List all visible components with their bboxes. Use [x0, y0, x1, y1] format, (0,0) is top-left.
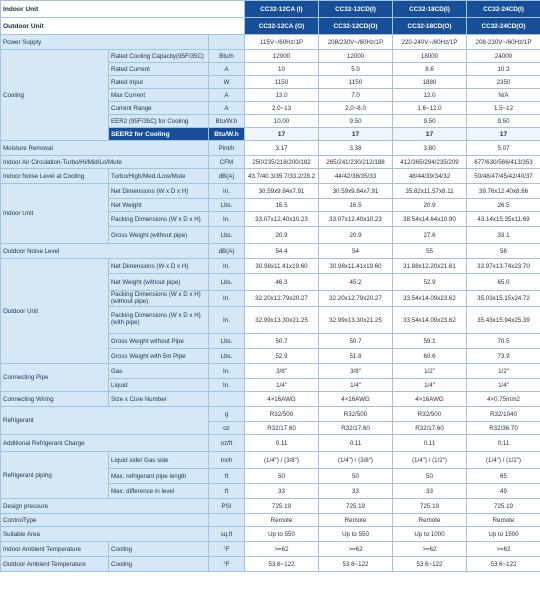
- row-value: 17: [319, 128, 393, 141]
- row-value: 54.4: [245, 244, 319, 259]
- row-value: 10.3: [467, 63, 540, 76]
- row-value: 2.0~13: [245, 102, 319, 115]
- row-unit: A: [209, 63, 245, 76]
- row-unit: Inch: [209, 452, 245, 469]
- row-value: 0.11: [467, 435, 540, 452]
- row-item: Packing Dimensions (W x D x H) (without pipe): [109, 291, 209, 307]
- spec-row: [1, 514, 540, 527]
- row-category: Outdoor Noise Level: [1, 244, 209, 259]
- outdoor-model-cell: CC32-12CD(O): [319, 18, 393, 35]
- row-value: 33.54x14.09x23.62: [393, 291, 467, 307]
- indoor-unit-label: Indoor Unit: [1, 1, 245, 18]
- row-value: 33.97x13.74x23.70: [467, 259, 540, 274]
- row-value: 17: [393, 128, 467, 141]
- row-value: 208-230V~/60Hz/1P: [467, 35, 540, 50]
- row-value: 39.76x12.40x8.66: [467, 184, 540, 199]
- indoor-unit-header-row: [1, 1, 540, 18]
- row-item: Max Current: [109, 89, 209, 102]
- row-item: Cooling: [109, 557, 209, 572]
- row-value: 51.8: [319, 349, 393, 364]
- row-value: 265/241/230/212/188: [319, 156, 393, 169]
- row-item: EER2 (95F/35C) for Cooling: [109, 115, 209, 128]
- row-unit: Pint/h: [209, 141, 245, 156]
- row-value: Up to 550: [245, 527, 319, 542]
- spec-row: [1, 542, 540, 557]
- row-value: 50: [319, 469, 393, 484]
- row-value: 50/48/47/45/42/40/37: [467, 169, 540, 184]
- row-value: 3/8": [319, 364, 393, 379]
- indoor-model-cell: CC32-12CD(I): [319, 1, 393, 18]
- row-item: Packing Dimensions (W x D x H): [109, 212, 209, 227]
- row-unit: °F: [209, 542, 245, 557]
- row-item: Size x Core Number: [109, 392, 209, 407]
- row-value: 52.9: [245, 349, 319, 364]
- row-value: N/A: [467, 89, 540, 102]
- row-unit: PSI: [209, 499, 245, 514]
- outdoor-unit-label: Outdoor Unit: [1, 18, 245, 35]
- row-unit: Btu/h: [209, 50, 245, 63]
- row-value: Up to 1500: [467, 527, 540, 542]
- row-value: 43.14x15.35x11.69: [467, 212, 540, 227]
- row-value: 35.82x11.57x8.11: [393, 184, 467, 199]
- row-value: 208/230V~/60Hz/1P: [319, 35, 393, 50]
- row-item: Packing Dimensions (W x D x H) (with pipe): [109, 307, 209, 334]
- outdoor-model-cell: CC32-18CD(O): [393, 18, 467, 35]
- row-item: Gross Weight with 5m Pipe: [109, 349, 209, 364]
- spec-row: [1, 392, 540, 407]
- row-value: R32/17.60: [319, 422, 393, 435]
- row-category: Moisture Removal: [1, 141, 209, 156]
- row-value: 31.88x12.20x21.61: [393, 259, 467, 274]
- row-value: 1/4": [467, 379, 540, 392]
- row-item: Max. refrigerant pipe length: [109, 469, 209, 484]
- row-category: Refrigerant piping: [1, 452, 109, 499]
- row-unit: Lbs.: [209, 349, 245, 364]
- row-value: 1.6~12.0: [393, 102, 467, 115]
- indoor-model-cell: CC32-12CA (I): [245, 1, 319, 18]
- row-value: 59.1: [393, 334, 467, 349]
- row-category: Refrigerant: [1, 407, 209, 435]
- row-value: 1150: [319, 76, 393, 89]
- row-value: 10: [245, 63, 319, 76]
- row-category: Indoor Noise Level at Cooling: [1, 169, 109, 184]
- row-unit: In.: [209, 307, 245, 334]
- row-item: SEER2 for Cooling: [109, 128, 209, 141]
- row-value: Up to 550: [319, 527, 393, 542]
- row-value: Remote: [467, 514, 540, 527]
- row-unit: dB(A): [209, 169, 245, 184]
- row-unit: A: [209, 89, 245, 102]
- row-unit: dB(A): [209, 244, 245, 259]
- row-value: 2.0~8.0: [319, 102, 393, 115]
- row-unit: In.: [209, 364, 245, 379]
- row-value: R32/500: [393, 407, 467, 422]
- row-unit: °F: [209, 557, 245, 572]
- row-value: 53.6~122: [393, 557, 467, 572]
- row-value: 5.07: [467, 141, 540, 156]
- row-value: 115V~/60Hz/1P: [245, 35, 319, 50]
- row-unit: sq.ft: [209, 527, 245, 542]
- row-value: 49: [467, 484, 540, 499]
- row-value: 9.50: [319, 115, 393, 128]
- row-value: R32/1040: [467, 407, 540, 422]
- outdoor-model-cell: CC32-24CD(O): [467, 18, 540, 35]
- row-value: 725.19: [467, 499, 540, 514]
- row-value: 38.54x14.64x10.90: [393, 212, 467, 227]
- row-value: 12000: [319, 50, 393, 63]
- row-category: Cooling: [1, 50, 109, 141]
- row-value: 53.6~122: [467, 557, 540, 572]
- row-value: 0.11: [245, 435, 319, 452]
- row-value: >=62: [319, 542, 393, 557]
- row-value: 32.20x12.79x20.27: [319, 291, 393, 307]
- row-unit: In.: [209, 291, 245, 307]
- row-category: Indoor Unit: [1, 184, 109, 244]
- row-item: Net Dimensions (W x D x H): [109, 259, 209, 274]
- row-value: 3/8": [245, 364, 319, 379]
- spec-row: [1, 557, 540, 572]
- row-value: 5.0: [319, 63, 393, 76]
- row-value: 35.03x15.15x24.72: [467, 291, 540, 307]
- spec-row: [1, 499, 540, 514]
- spec-row: [1, 184, 540, 199]
- row-value: 33: [245, 484, 319, 499]
- row-value: 33.07x12.40x10.23: [245, 212, 319, 227]
- row-category: Suitable Area: [1, 527, 209, 542]
- row-value: 50: [393, 469, 467, 484]
- row-value: Remote: [245, 514, 319, 527]
- row-value: 43.7/40.3/35.7/33.2/28.2: [245, 169, 319, 184]
- row-value: 33: [393, 484, 467, 499]
- row-value: Remote: [319, 514, 393, 527]
- row-value: 2350: [467, 76, 540, 89]
- spec-row: [1, 35, 540, 50]
- row-value: 10.00: [245, 115, 319, 128]
- row-item: Net Weight: [109, 199, 209, 212]
- row-value: 73.9: [467, 349, 540, 364]
- row-category: ControlType: [1, 514, 209, 527]
- row-value: 9.50: [467, 115, 540, 128]
- spec-row: [1, 527, 540, 542]
- row-value: R32/500: [319, 407, 393, 422]
- row-value: 46.3: [245, 274, 319, 291]
- spec-row: [1, 435, 540, 452]
- spec-row: [1, 259, 540, 274]
- row-value: 53.6~122: [245, 557, 319, 572]
- row-value: 32.20x12.79x20.27: [245, 291, 319, 307]
- row-value: (1/4") / (3/8"): [319, 452, 393, 469]
- row-value: 18000: [393, 50, 467, 63]
- spec-row: [1, 407, 540, 422]
- row-value: 12.0: [393, 89, 467, 102]
- row-value: 677/630/566/413/353: [467, 156, 540, 169]
- spec-row: [1, 452, 540, 469]
- row-unit: In.: [209, 184, 245, 199]
- row-unit: Lbs.: [209, 227, 245, 244]
- row-value: 725.19: [393, 499, 467, 514]
- row-unit: [209, 35, 245, 50]
- row-value: 20.9: [245, 227, 319, 244]
- row-value: 35.43x15.94x25.39: [467, 307, 540, 334]
- row-value: >=62: [245, 542, 319, 557]
- row-value: 3.17: [245, 141, 319, 156]
- row-unit: Btu/W.h: [209, 128, 245, 141]
- row-value: 725.19: [245, 499, 319, 514]
- row-item: Net Dimensions (W x D x H): [109, 184, 209, 199]
- spec-row: [1, 50, 540, 63]
- row-category: Additional Refrigerant Charge: [1, 435, 209, 452]
- row-unit: In.: [209, 259, 245, 274]
- row-unit: [209, 514, 245, 527]
- row-unit: CFM: [209, 156, 245, 169]
- row-item: Max. difference in level: [109, 484, 209, 499]
- row-unit: ft: [209, 484, 245, 499]
- row-item: Rated Cooling Capacity(95F/35C): [109, 50, 209, 63]
- row-value: 1/2": [467, 364, 540, 379]
- row-value: 65: [467, 469, 540, 484]
- row-value: 20.9: [393, 199, 467, 212]
- row-value: 27.6: [393, 227, 467, 244]
- row-category: Indoor Ambient Temperature: [1, 542, 109, 557]
- row-value: Remote: [393, 514, 467, 527]
- row-value: 44/42/38/35/33: [319, 169, 393, 184]
- row-category: Outdoor Unit: [1, 259, 109, 364]
- row-item: Rated Input: [109, 76, 209, 89]
- row-value: 53.6~122: [319, 557, 393, 572]
- row-value: 65.0: [467, 274, 540, 291]
- row-value: 250/235/218/200/182: [245, 156, 319, 169]
- spec-row: [1, 141, 540, 156]
- row-value: 9.50: [393, 115, 467, 128]
- row-value: R32/36.70: [467, 422, 540, 435]
- row-value: R32/17.60: [393, 422, 467, 435]
- row-value: (1/4") / (3/8"): [245, 452, 319, 469]
- row-value: 1/4": [393, 379, 467, 392]
- row-value: 1880: [393, 76, 467, 89]
- row-item: Rated Current: [109, 63, 209, 76]
- row-unit: oz: [209, 422, 245, 435]
- spec-row: [1, 169, 540, 184]
- row-value: 60.6: [393, 349, 467, 364]
- row-value: 412/365/294/235/209: [393, 156, 467, 169]
- row-unit: In.: [209, 379, 245, 392]
- row-value: 33.07x12.40x10.23: [319, 212, 393, 227]
- row-value: 32.99x13.30x21.25: [319, 307, 393, 334]
- row-unit: [209, 392, 245, 407]
- spec-row: [1, 244, 540, 259]
- spec-row: [1, 156, 540, 169]
- row-value: 54: [319, 244, 393, 259]
- row-item: Turbo/High/Med./Low/Mute: [109, 169, 209, 184]
- row-value: 1/2": [393, 364, 467, 379]
- row-value: 48/44/39/34/32: [393, 169, 467, 184]
- row-item: Gas: [109, 364, 209, 379]
- row-value: 1150: [245, 76, 319, 89]
- row-value: Up to 1000: [393, 527, 467, 542]
- row-value: 4×16AWG: [319, 392, 393, 407]
- row-value: 17: [467, 128, 540, 141]
- row-value: 0.11: [319, 435, 393, 452]
- row-category: Outdoor Ambient Temperature: [1, 557, 109, 572]
- row-value: 30.98x11.41x19.60: [319, 259, 393, 274]
- row-value: 24000: [467, 50, 540, 63]
- row-unit: W: [209, 76, 245, 89]
- row-value: 4×0.75mm2: [467, 392, 540, 407]
- row-value: 32.99x13.30x21.25: [245, 307, 319, 334]
- row-value: 50.7: [245, 334, 319, 349]
- row-value: 3.38: [319, 141, 393, 156]
- row-value: 1/4": [319, 379, 393, 392]
- row-value: 50: [245, 469, 319, 484]
- row-category: Connecting Pipe: [1, 364, 109, 392]
- row-unit: A: [209, 102, 245, 115]
- row-item: Gross Weight (without pipe): [109, 227, 209, 244]
- row-unit: In.: [209, 212, 245, 227]
- row-category: Connecting Wiring: [1, 392, 109, 407]
- outdoor-unit-header-row: [1, 18, 540, 35]
- row-value: 56: [467, 244, 540, 259]
- row-unit: oz/ft: [209, 435, 245, 452]
- row-unit: Lbs.: [209, 274, 245, 291]
- row-value: 8.6: [393, 63, 467, 76]
- row-value: 30.98x11.41x19.60: [245, 259, 319, 274]
- indoor-model-cell: CC32-24CD(I): [467, 1, 540, 18]
- row-unit: ft: [209, 469, 245, 484]
- row-unit: Lbs.: [209, 334, 245, 349]
- row-category: Indoor Air Circulation-Turbo/Hi/Mid/Lo/Mute: [1, 156, 209, 169]
- row-value: 13.0: [245, 89, 319, 102]
- row-value: 725.19: [319, 499, 393, 514]
- row-value: 1.5~12: [467, 102, 540, 115]
- row-value: 33.1: [467, 227, 540, 244]
- row-unit: Lbs.: [209, 199, 245, 212]
- row-value: 3.80: [393, 141, 467, 156]
- row-item: Liquid side/ Gas side: [109, 452, 209, 469]
- spec-row: [1, 364, 540, 379]
- row-value: 26.5: [467, 199, 540, 212]
- indoor-model-cell: CC32-18CD(I): [393, 1, 467, 18]
- row-value: 1/4": [245, 379, 319, 392]
- row-value: 0.11: [393, 435, 467, 452]
- row-category: Power Supply: [1, 35, 209, 50]
- row-unit: g: [209, 407, 245, 422]
- row-item: Liquid: [109, 379, 209, 392]
- row-value: 45.2: [319, 274, 393, 291]
- row-value: R32/500: [245, 407, 319, 422]
- row-value: (1/4") / (1/2"): [467, 452, 540, 469]
- row-item: Current Range: [109, 102, 209, 115]
- outdoor-model-cell: CC32-12CA (O): [245, 18, 319, 35]
- row-value: 16.5: [245, 199, 319, 212]
- row-value: 55: [393, 244, 467, 259]
- row-value: 7.0: [319, 89, 393, 102]
- row-item: Net Weight (without pipe): [109, 274, 209, 291]
- row-value: 50.7: [319, 334, 393, 349]
- row-value: 30.59x9.84x7.91: [319, 184, 393, 199]
- row-value: 33.54x14.09x23.62: [393, 307, 467, 334]
- row-value: 220-240V~/60Hz/1P: [393, 35, 467, 50]
- row-value: 52.9: [393, 274, 467, 291]
- row-value: (1/4") / (1/2"): [393, 452, 467, 469]
- row-unit: Btu/W.h: [209, 115, 245, 128]
- spec-table-body: [1, 1, 540, 572]
- row-value: 33: [319, 484, 393, 499]
- row-value: 4×16AWG: [393, 392, 467, 407]
- row-value: 70.5: [467, 334, 540, 349]
- row-value: 30.59x9.84x7.91: [245, 184, 319, 199]
- row-value: 16.5: [319, 199, 393, 212]
- row-category: Design pressure: [1, 499, 209, 514]
- row-item: Cooling: [109, 542, 209, 557]
- row-value: >=62: [393, 542, 467, 557]
- row-value: R32/17.60: [245, 422, 319, 435]
- row-value: 20.9: [319, 227, 393, 244]
- row-value: >=62: [467, 542, 540, 557]
- row-value: 12000: [245, 50, 319, 63]
- row-item: Gross Weight without Pipe: [109, 334, 209, 349]
- row-value: 17: [245, 128, 319, 141]
- row-value: 4×16AWG: [245, 392, 319, 407]
